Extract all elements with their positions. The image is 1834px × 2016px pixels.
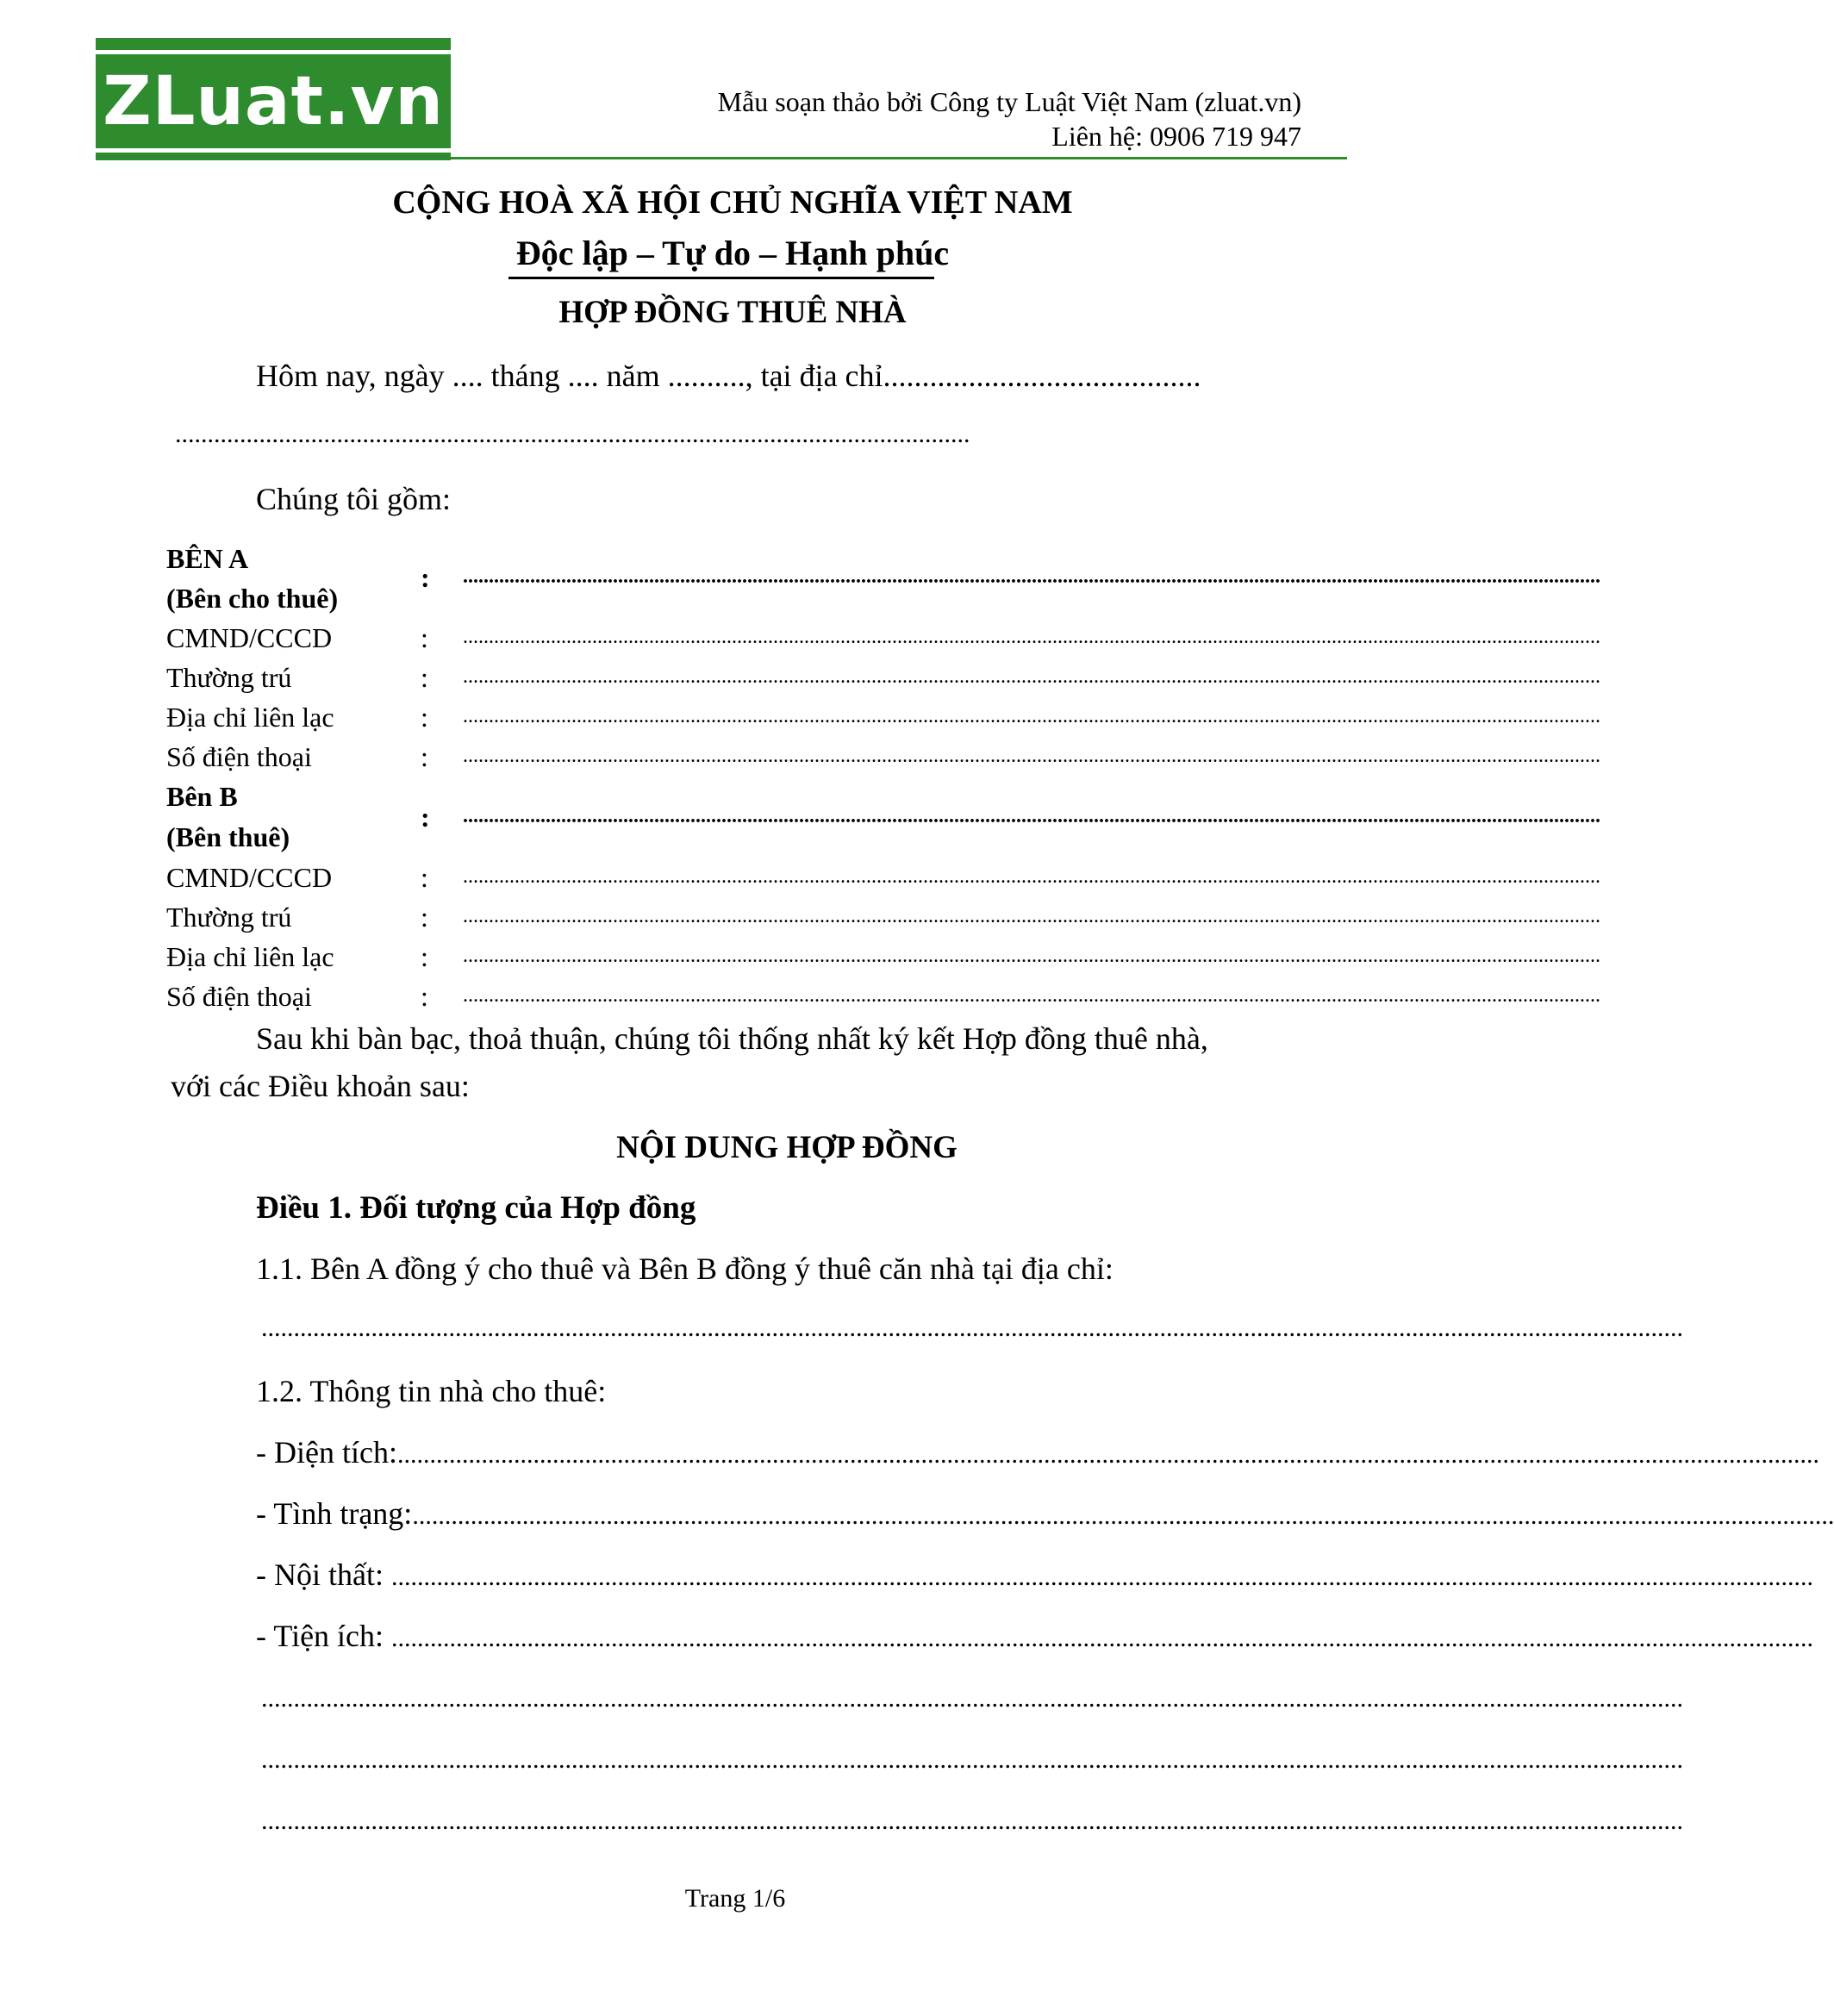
party-b-id-label: CMND/CCCD [166, 862, 333, 893]
party-a-id-field[interactable]: ............................................................................................................................................................................................................................ [463, 626, 1600, 648]
logo-box [96, 54, 451, 148]
area-row[interactable] [256, 1434, 1819, 1470]
party-b-residence-field[interactable]: ............................................................................................................................................................................................................................ [463, 905, 1600, 927]
party-b-address-field[interactable]: ............................................................................................................................................................................................................................ [463, 945, 1600, 967]
party-a-heading: BÊN A [166, 543, 249, 574]
furniture-label: - Nội thất: [256, 1557, 391, 1592]
party-a-name-field[interactable]: ............................................................................................................................................................................................................................ [463, 565, 1600, 588]
condition-label: - Tình trạng: [256, 1496, 413, 1531]
parties-intro: Chúng tôi gồm: [256, 482, 452, 516]
party-b-colon: : [421, 802, 430, 833]
motto-underline [508, 277, 934, 279]
colon: : [421, 662, 428, 693]
company-line: Mẫu soạn thảo bởi Công ty Luật Việt Nam (zluat.vn) [717, 86, 1301, 117]
party-b-phone-field[interactable]: ............................................................................................................................................................................................................................ [463, 984, 1600, 1007]
party-b-address-label: Địa chỉ liên lạc [166, 941, 334, 972]
document-title: HỢP ĐỒNG THUÊ NHÀ [558, 295, 907, 330]
party-b-residence-label: Thường trú [166, 902, 292, 933]
header-rule [451, 157, 1347, 159]
logo-stripe-top [96, 38, 451, 50]
address-continuation: ........................................................................................................................... [175, 420, 970, 448]
agreement-line-1: Sau khi bàn bạc, thoả thuận, chúng tôi thống nhất ký kết Hợp đồng thuê nhà, [256, 1021, 1208, 1056]
party-a-residence-label: Thường trú [166, 662, 292, 693]
blank-line-2[interactable]: ............................................................................................................................................................................................................................ [261, 1745, 1683, 1774]
area-field[interactable]: ............................................................................................................................................................................................................................ [396, 1440, 1819, 1469]
party-a-id-label: CMND/CCCD [166, 622, 333, 653]
clause-1-2: 1.2. Thông tin nhà cho thuê: [256, 1374, 607, 1408]
colon: : [421, 981, 428, 1012]
party-a-phone-label: Số điện thoại [166, 741, 312, 772]
logo [96, 38, 451, 160]
party-b-heading: Bên B [166, 781, 238, 812]
date-line: Hôm nay, ngày .... tháng .... năm .........., tại địa chỉ......................................... [256, 359, 1201, 393]
colon: : [421, 941, 428, 972]
colon: : [421, 902, 428, 933]
blank-line-1[interactable]: ............................................................................................................................................................................................................................ [261, 1684, 1683, 1713]
party-a-subheading: (Bên cho thuê) [166, 583, 339, 614]
logo-text: ZLuat.vn [103, 62, 444, 140]
nation-title: CỘNG HOÀ XÃ HỘI CHỦ NGHĨA VIỆT NAM [392, 184, 1073, 221]
colon: : [421, 622, 428, 653]
page-number: Trang 1/6 [684, 1884, 786, 1913]
party-a-colon: : [421, 562, 430, 593]
area-label: - Diện tích: [256, 1435, 397, 1470]
party-a-residence-field[interactable]: ............................................................................................................................................................................................................................ [463, 665, 1600, 688]
condition-field[interactable]: ............................................................................................................................................................................................................................ [412, 1501, 1834, 1530]
party-b-subheading: (Bên thuê) [166, 821, 290, 852]
colon: : [421, 862, 428, 893]
furniture-field[interactable]: ............................................................................................................................................................................................................................ [390, 1563, 1813, 1591]
party-a-phone-field[interactable]: ............................................................................................................................................................................................................................ [463, 745, 1600, 767]
utilities-label: - Tiện ích: [256, 1619, 392, 1653]
utilities-field[interactable]: ............................................................................................................................................................................................................................ [391, 1624, 1814, 1652]
address-field[interactable]: ............................................................................................................................................................................................................................ [261, 1314, 1683, 1342]
party-b-phone-label: Số điện thoại [166, 981, 312, 1012]
condition-row[interactable] [256, 1495, 1834, 1532]
agreement-line-2: với các Điều khoản sau: [171, 1069, 470, 1103]
logo-stripe-bottom [96, 153, 451, 160]
colon: : [421, 702, 428, 733]
section-title: NỘI DUNG HỢP ĐỒNG [616, 1130, 958, 1165]
header-info [718, 84, 1301, 153]
clause-1-1: 1.1. Bên A đồng ý cho thuê và Bên B đồng ý thuê căn nhà tại địa chỉ: [256, 1251, 1114, 1286]
furniture-row[interactable] [256, 1557, 1813, 1593]
party-a-address-label: Địa chỉ liên lạc [166, 702, 334, 733]
utilities-row[interactable] [256, 1618, 1814, 1654]
blank-line-3[interactable]: ............................................................................................................................................................................................................................ [261, 1807, 1683, 1835]
motto: Độc lập – Tự do – Hạnh phúc [515, 234, 950, 272]
contact-line: Liên hệ: 0906 719 947 [1051, 121, 1301, 152]
party-a-address-field[interactable]: ............................................................................................................................................................................................................................ [463, 705, 1600, 727]
colon: : [421, 741, 428, 772]
article-1-title: Điều 1. Đối tượng của Hợp đồng [256, 1190, 696, 1226]
party-b-name-field[interactable]: ............................................................................................................................................................................................................................ [463, 805, 1600, 827]
party-b-id-field[interactable]: ............................................................................................................................................................................................................................ [463, 865, 1600, 888]
